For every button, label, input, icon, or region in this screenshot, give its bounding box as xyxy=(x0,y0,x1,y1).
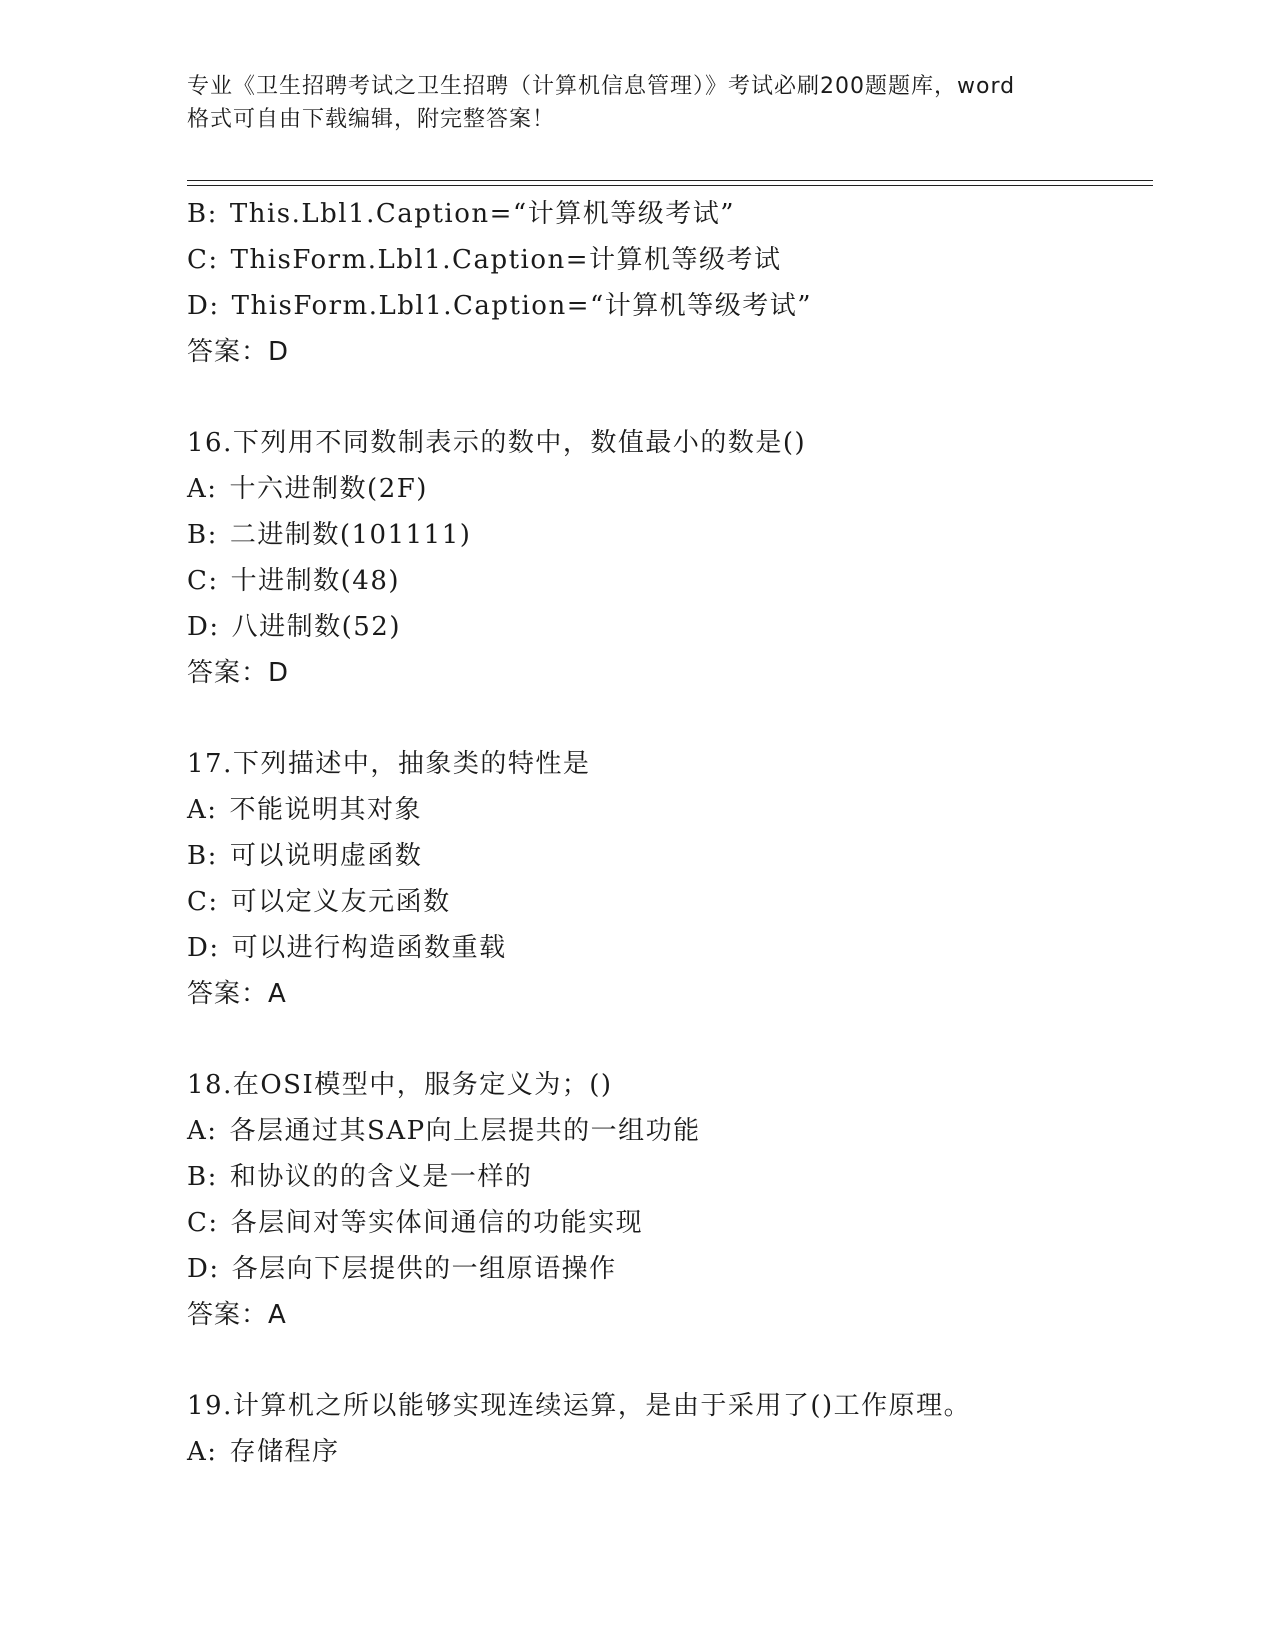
option-d: D: ThisForm.Lbl1.Caption=“计算机等级考试” xyxy=(187,291,813,321)
question-text: 18.在OSI模型中，服务定义为；() xyxy=(187,1070,613,1100)
answer-label: 答案： xyxy=(187,979,269,1009)
question-list xyxy=(187,191,1153,1475)
option-a: A: 存储程序 xyxy=(187,1437,340,1467)
option-c: C: 各层间对等实体间通信的功能实现 xyxy=(187,1208,644,1238)
option-a: A: 各层通过其SAP向上层提共的一组功能 xyxy=(187,1116,701,1146)
option-c: C: 十进制数(48) xyxy=(187,566,401,596)
question-19 xyxy=(187,1383,1153,1475)
option-b: B: This.Lbl1.Caption=“计算机等级考试” xyxy=(187,199,735,229)
question-16 xyxy=(187,420,1153,696)
header-rule-top xyxy=(187,180,1153,181)
answer-value: A xyxy=(268,1300,287,1330)
document-header xyxy=(187,70,1087,136)
answer-line xyxy=(187,329,1153,375)
answer-line xyxy=(187,1292,1153,1338)
option-a: A: 不能说明其对象 xyxy=(187,795,423,825)
option-c: C: 可以定义友元函数 xyxy=(187,887,451,917)
answer-label: 答案： xyxy=(187,658,269,688)
header-rule-bottom xyxy=(187,185,1153,186)
answer-line xyxy=(187,650,1153,696)
option-c: C: ThisForm.Lbl1.Caption=计算机等级考试 xyxy=(187,245,782,275)
option-a: A: 十六进制数(2F) xyxy=(187,474,428,504)
option-b: B: 和协议的的含义是一样的 xyxy=(187,1162,533,1192)
question-text: 19.计算机之所以能够实现连续运算，是由于采用了()工作原理。 xyxy=(187,1391,972,1421)
answer-value: D xyxy=(268,337,290,367)
option-d: D: 可以进行构造函数重载 xyxy=(187,933,507,963)
option-d: D: 各层向下层提供的一组原语操作 xyxy=(187,1254,617,1284)
option-b: B: 可以说明虚函数 xyxy=(187,841,423,871)
option-b: B: 二进制数(101111) xyxy=(187,520,472,550)
question-text: 17.下列描述中，抽象类的特性是 xyxy=(187,749,591,779)
question-18 xyxy=(187,1062,1153,1338)
answer-line xyxy=(187,971,1153,1017)
question-17 xyxy=(187,741,1153,1017)
answer-value: A xyxy=(268,979,287,1009)
option-d: D: 八进制数(52) xyxy=(187,612,401,642)
answer-value: D xyxy=(268,658,290,688)
answer-label: 答案： xyxy=(187,337,269,367)
question-text: 16.下列用不同数制表示的数中，数值最小的数是() xyxy=(187,428,807,458)
question-15 xyxy=(187,191,1153,375)
answer-label: 答案： xyxy=(187,1300,269,1330)
header-line-2: 格式可自由下载编辑，附完整答案！ xyxy=(187,107,556,132)
header-line-1: 专业《卫生招聘考试之卫生招聘（计算机信息管理）》考试必刷200题题库，word xyxy=(187,74,1016,99)
